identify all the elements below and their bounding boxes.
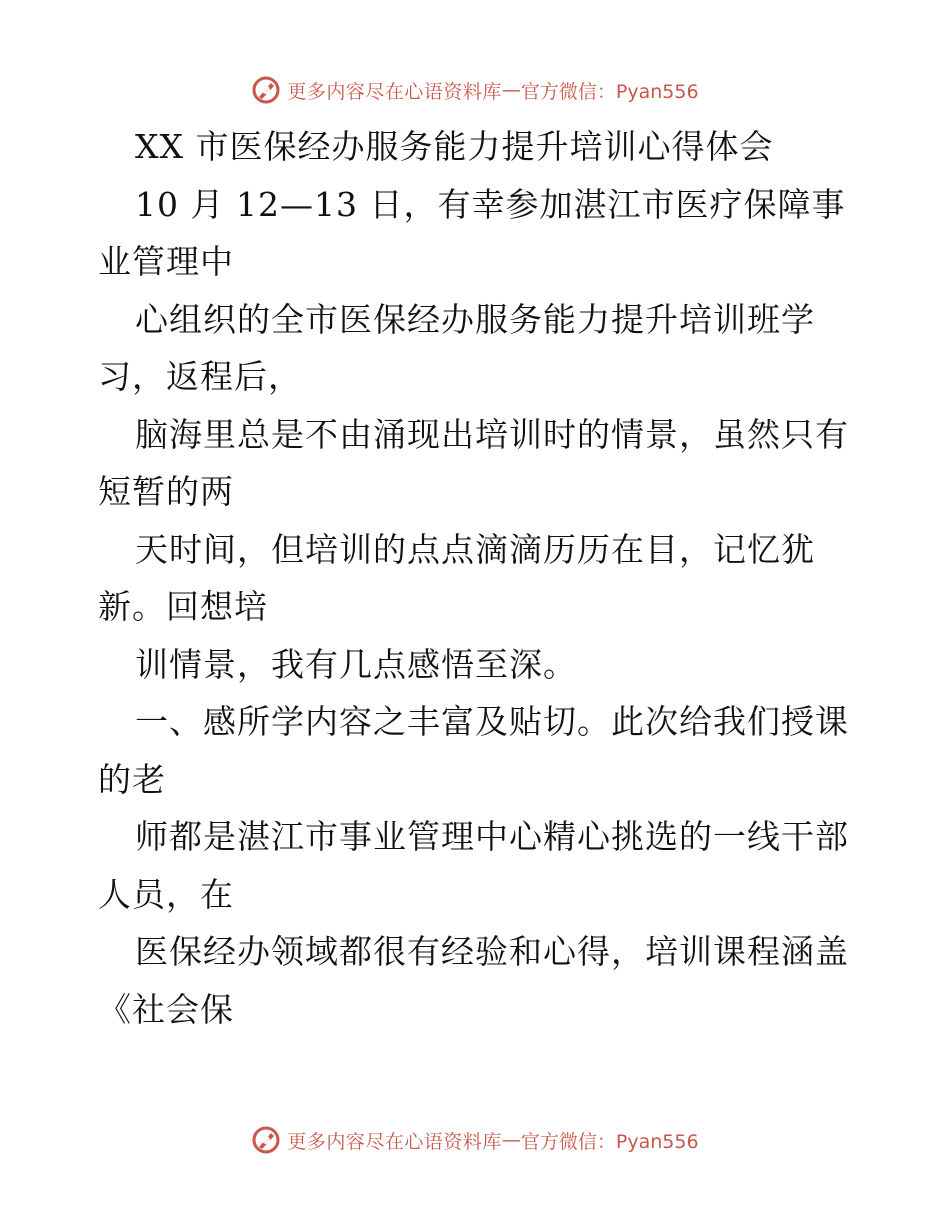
text-line: 心组织的全市医保经办服务能力提升培训班学 (135, 299, 815, 339)
text-line: XX 市医保经办服务能力提升培训心得体会 (135, 127, 774, 166)
text-line: 《社会保 (98, 989, 234, 1029)
text-line: 训情景，我有几点感悟至深。 (135, 644, 577, 684)
text-line: 人员，在 (98, 874, 234, 914)
logo-icon (251, 75, 281, 105)
banner-separator: — (501, 1129, 521, 1151)
banner-separator: — (501, 79, 521, 101)
text-line: 天时间，但培训的点点滴滴历历在目，记忆犹 (135, 529, 815, 569)
text-line: 短暂的两 (98, 472, 234, 511)
banner-text: 更多内容尽在心语资料库 (287, 1130, 502, 1153)
banner-wechat: 官方微信：Pyan556 (520, 1130, 699, 1153)
banner-wechat: 官方微信：Pyan556 (520, 80, 699, 103)
document-body (98, 118, 858, 1038)
text-line: 一、感所学内容之丰富及贴切。此次给我们授课 (135, 702, 849, 741)
text-line: 脑海里总是不由涌现出培训时的情景，虽然只有 (135, 414, 849, 454)
footer-banner (0, 1120, 950, 1160)
text-line: 师都是湛江市事业管理中心精心挑选的一线干部 (135, 817, 849, 856)
text-line: 10 月 12—13 日，有幸参加湛江市医疗保障事 (135, 184, 846, 224)
text-line: 新。回想培 (98, 587, 268, 626)
banner-text: 更多内容尽在心语资料库 (287, 80, 502, 103)
header-banner (0, 70, 950, 110)
text-line: 的老 (98, 759, 166, 799)
text-line: 业管理中 (98, 242, 234, 281)
logo-icon (251, 1125, 281, 1155)
text-line: 医保经办领域都很有经验和心得，培训课程涵盖 (135, 932, 849, 971)
text-line: 习，返程后， (98, 357, 302, 396)
